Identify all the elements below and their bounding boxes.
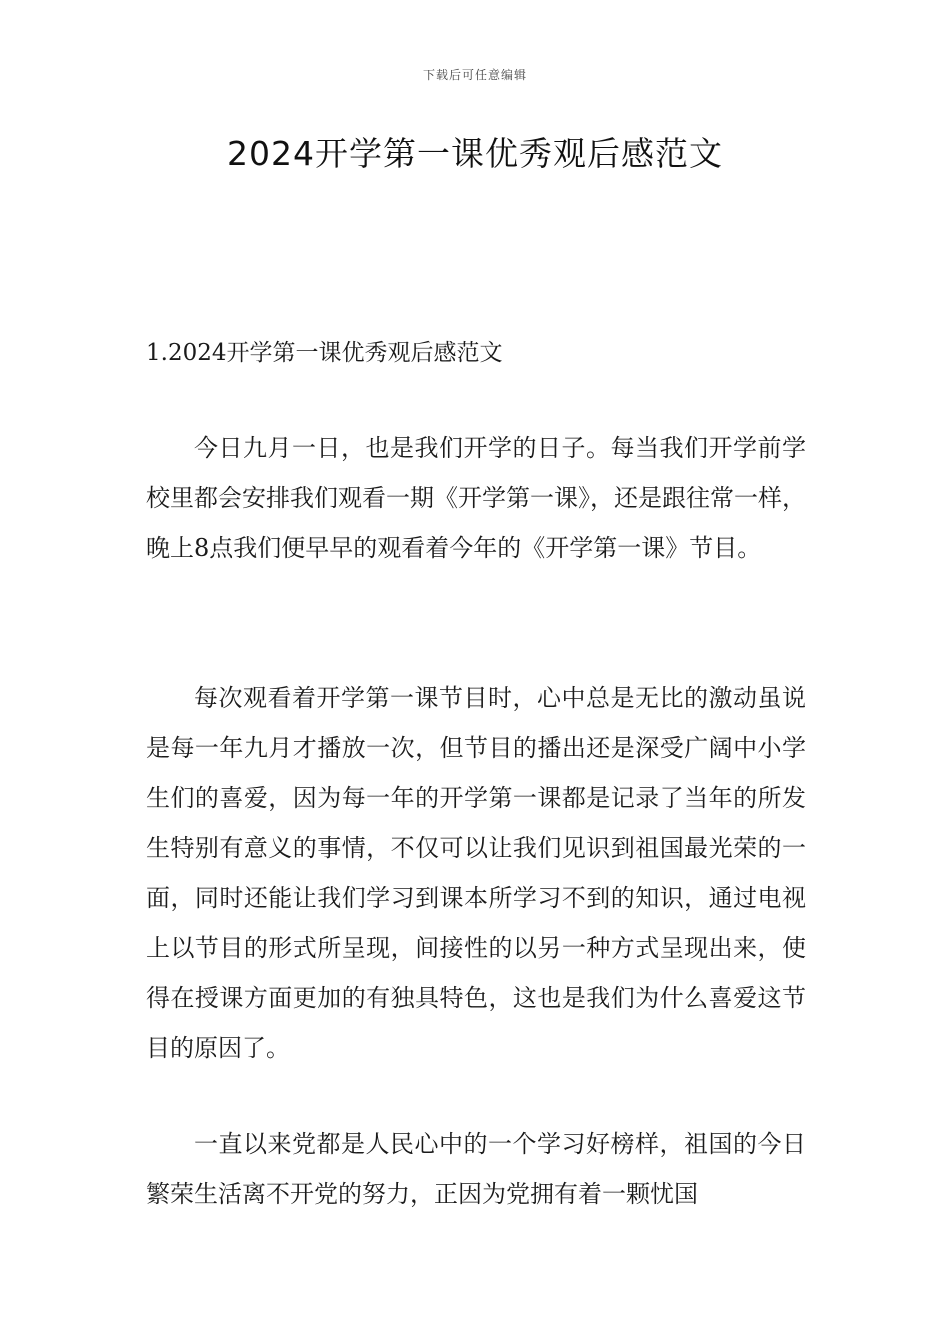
body-paragraph-2: 每次观看着开学第一课节目时，心中总是无比的激动虽说是每一年九月才播放一次，但节目的播出还是深受广阔中小学生们的喜爱，因为每一年的开学第一课都是记录了当年的所发生特别有意义的事情，不仅可以让我们见识到祖国最光荣的一面，同时还能让我们学习到课本所学习不到的知识，通过电视上以节目的形式所呈现，间接性的以另一种方式呈现出来，使得在授课方面更加的有独具特色，这也是我们为什么喜爱这节目的原因了。 (146, 684, 806, 1062)
document-title: 2024开学第一课优秀观后感范文 (227, 134, 723, 173)
section-heading: 1.2024开学第一课优秀观后感范文 (146, 340, 503, 366)
body-paragraph-3: 一直以来党都是人民心中的一个学习好榜样，祖国的今日繁荣生活离不开党的努力，正因为党拥有着一颗忧国 (146, 1130, 806, 1208)
body-paragraph-1: 今日九月一日，也是我们开学的日子。每当我们开学前学校里都会安排我们观看一期《开学第一课》，还是跟往常一样，晚上8点我们便早早的观看着今年的《开学第一课》节目。 (146, 434, 806, 562)
header-note: 下载后可任意编辑 (422, 68, 527, 82)
